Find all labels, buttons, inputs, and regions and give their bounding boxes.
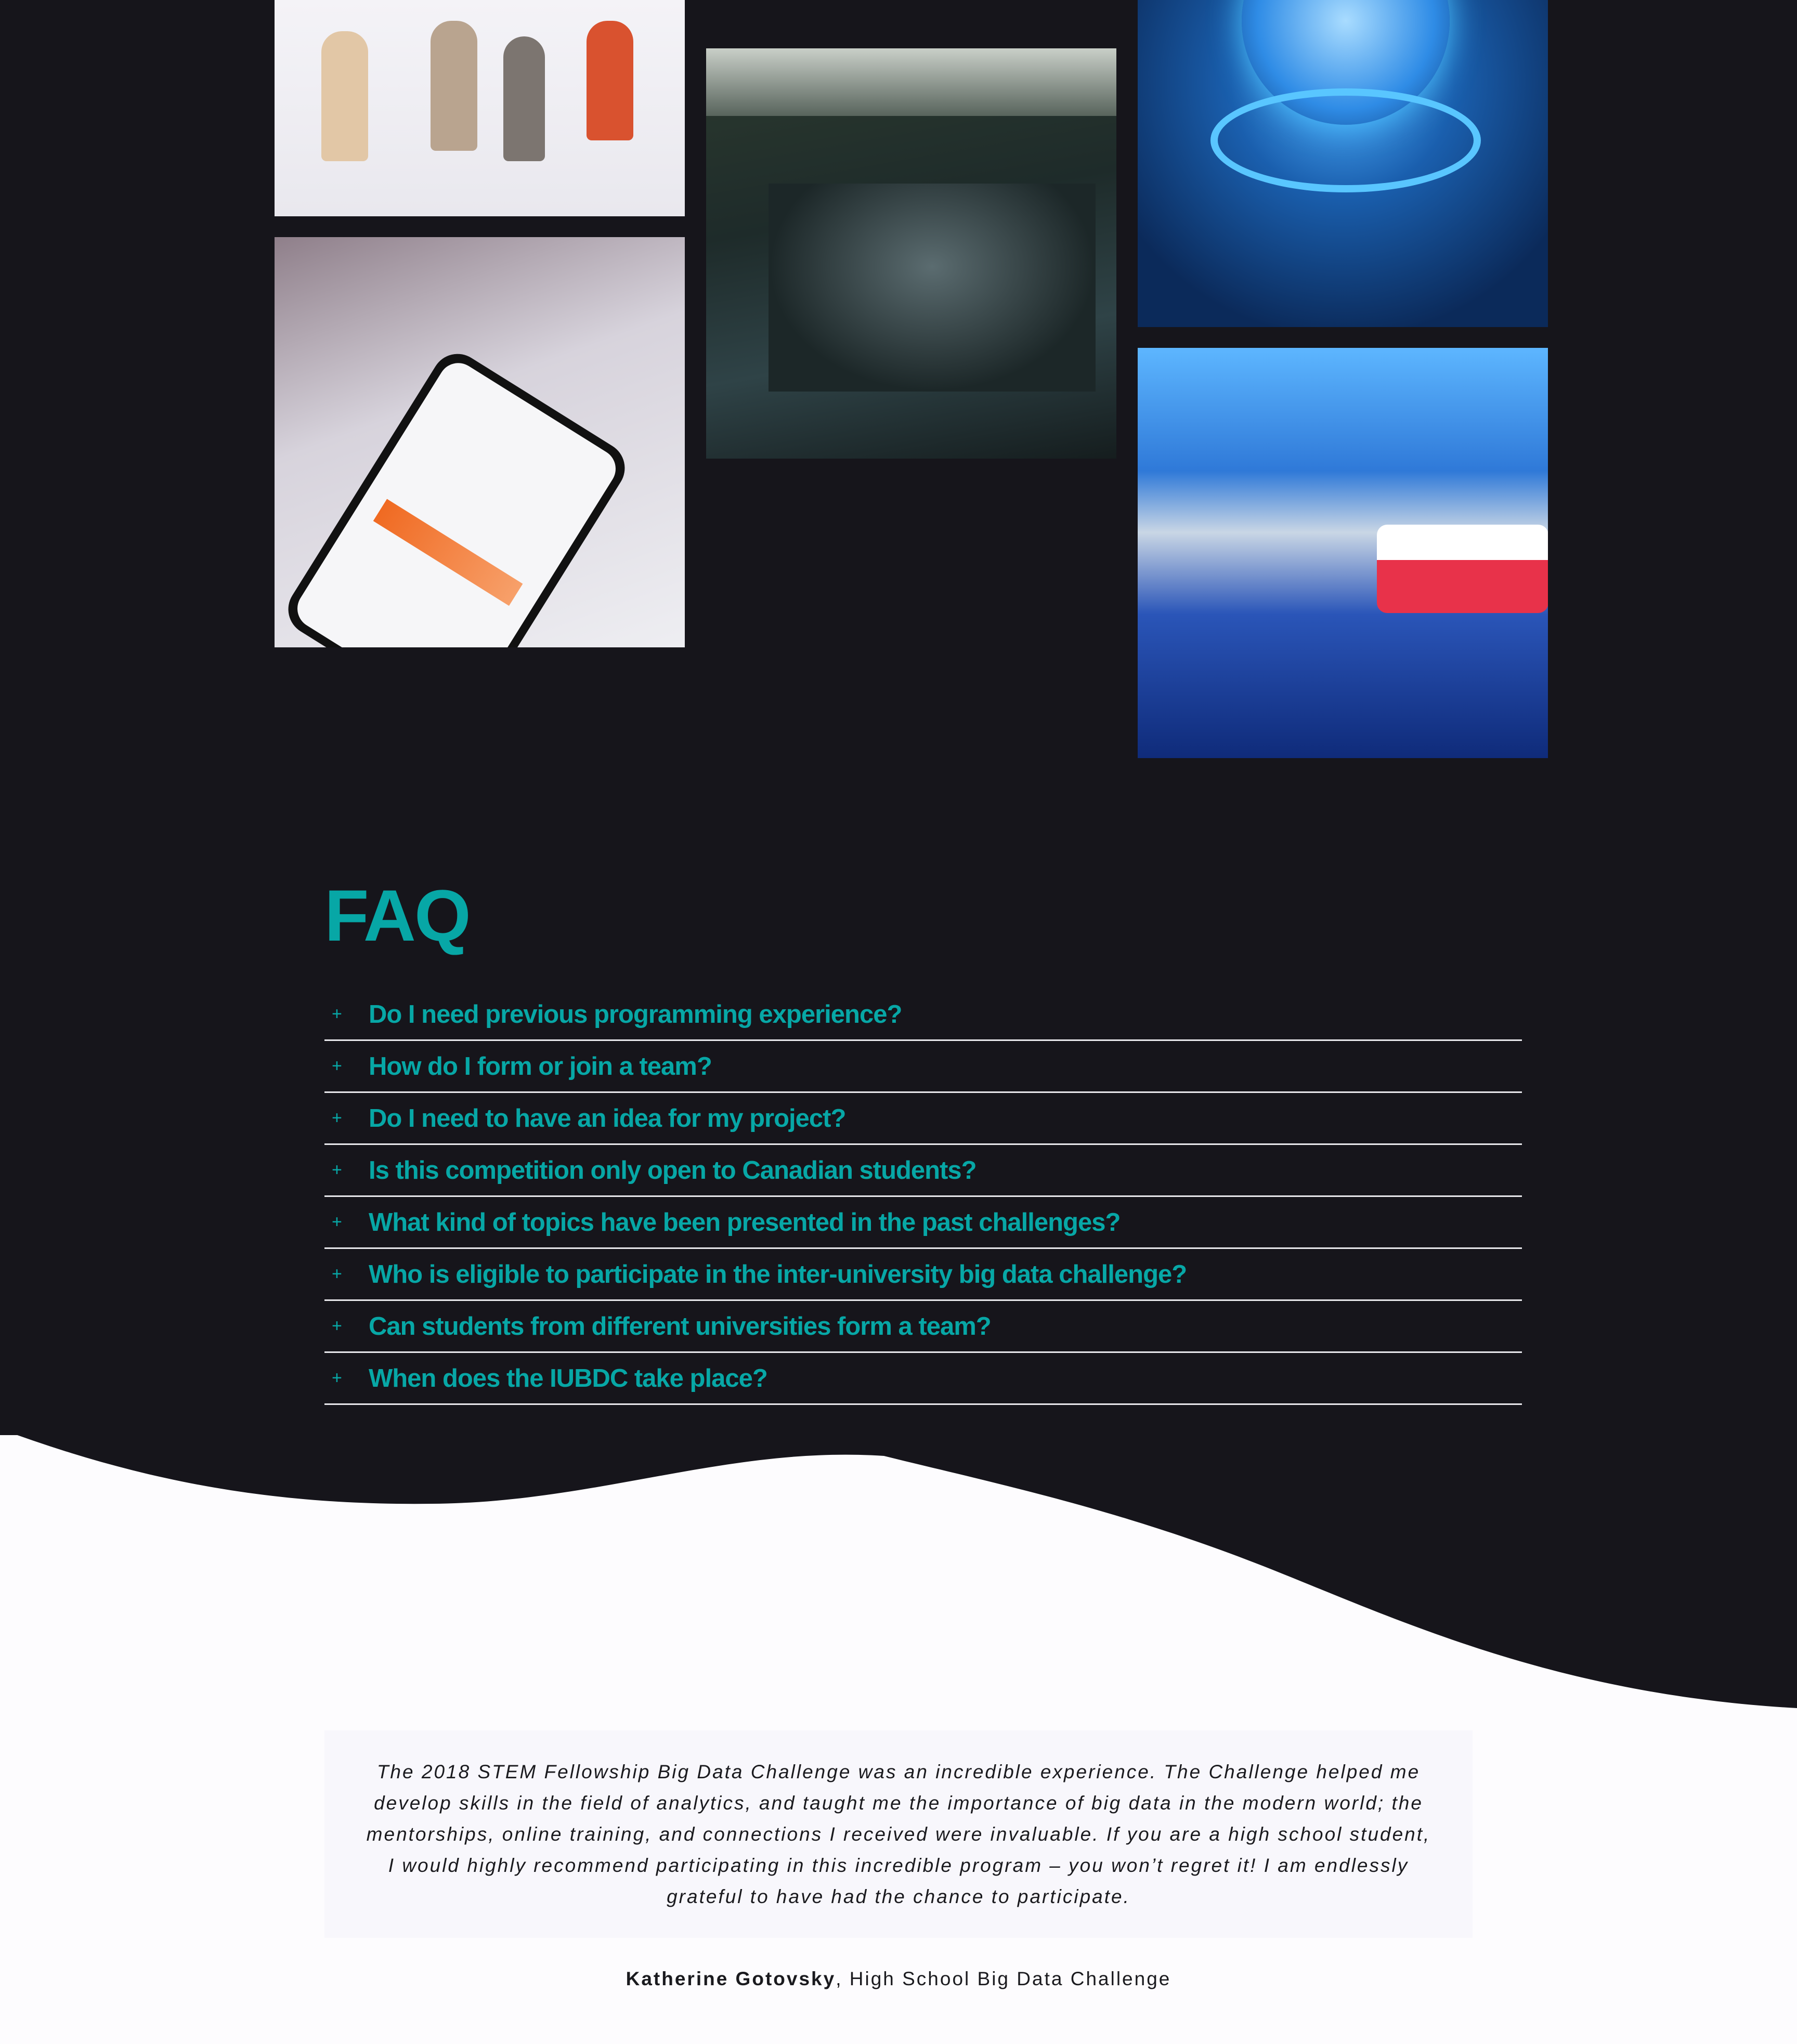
faq-question: What kind of topics have been presented in the past challenges? — [369, 1208, 1121, 1236]
faq-question: When does the IUBDC take place? — [369, 1364, 767, 1392]
testimonial-box — [324, 1730, 1473, 1938]
faq-question: Who is eligible to participate in the inter-university big data challenge? — [369, 1260, 1187, 1288]
plus-icon: + — [332, 1056, 342, 1076]
faq-item[interactable] — [324, 1145, 1522, 1197]
faq-item[interactable] — [324, 1197, 1522, 1249]
plus-icon: + — [332, 1368, 342, 1388]
gallery-image-people-standing — [275, 0, 685, 216]
faq-question: Do I need previous programming experience? — [369, 1000, 902, 1028]
faq-item[interactable] — [324, 1093, 1522, 1145]
faq-question: How do I form or join a team? — [369, 1052, 712, 1080]
testimonial-author: Katherine Gotovsky — [626, 1968, 836, 1989]
faq-item[interactable] — [324, 1301, 1522, 1353]
plus-icon: + — [332, 1316, 342, 1336]
plus-icon: + — [332, 1160, 342, 1180]
gallery-image-ambulance — [1138, 348, 1548, 758]
plus-icon: + — [332, 1108, 342, 1128]
faq-item[interactable] — [324, 989, 1522, 1041]
faq-question: Can students from different universities form a team? — [369, 1312, 991, 1340]
testimonial-quote: The 2018 STEM Fellowship Big Data Challenge was an incredible experience. The Challenge helped me develop skills in the field of analytics, and taught me the importance of big data in the modern world; the mentorships, online training, and connections I received were invaluable. If you are a high school student, I would highly recommend participating in this incredible program – you won’t regret it! I am endlessly grateful to have had the chance to participate. — [366, 1761, 1431, 1907]
gallery-image-digital-globe — [1138, 0, 1548, 327]
gallery-image-phone-news — [275, 237, 685, 647]
faq-title: FAQ — [324, 875, 470, 956]
faq-list — [324, 989, 1522, 1405]
faq-question: Is this competition only open to Canadian students? — [369, 1156, 976, 1184]
plus-icon: + — [332, 1264, 342, 1284]
testimonial-attribution — [0, 1968, 1797, 1990]
plus-icon: + — [332, 1212, 342, 1232]
wave-divider — [0, 1404, 1797, 1742]
testimonial-program: , High School Big Data Challenge — [836, 1968, 1171, 1989]
faq-item[interactable] — [324, 1249, 1522, 1301]
faq-item[interactable] — [324, 1353, 1522, 1405]
plus-icon: + — [332, 1004, 342, 1024]
faq-item[interactable] — [324, 1041, 1522, 1093]
gallery-image-subway-passengers — [706, 48, 1116, 459]
faq-question: Do I need to have an idea for my project? — [369, 1104, 846, 1132]
